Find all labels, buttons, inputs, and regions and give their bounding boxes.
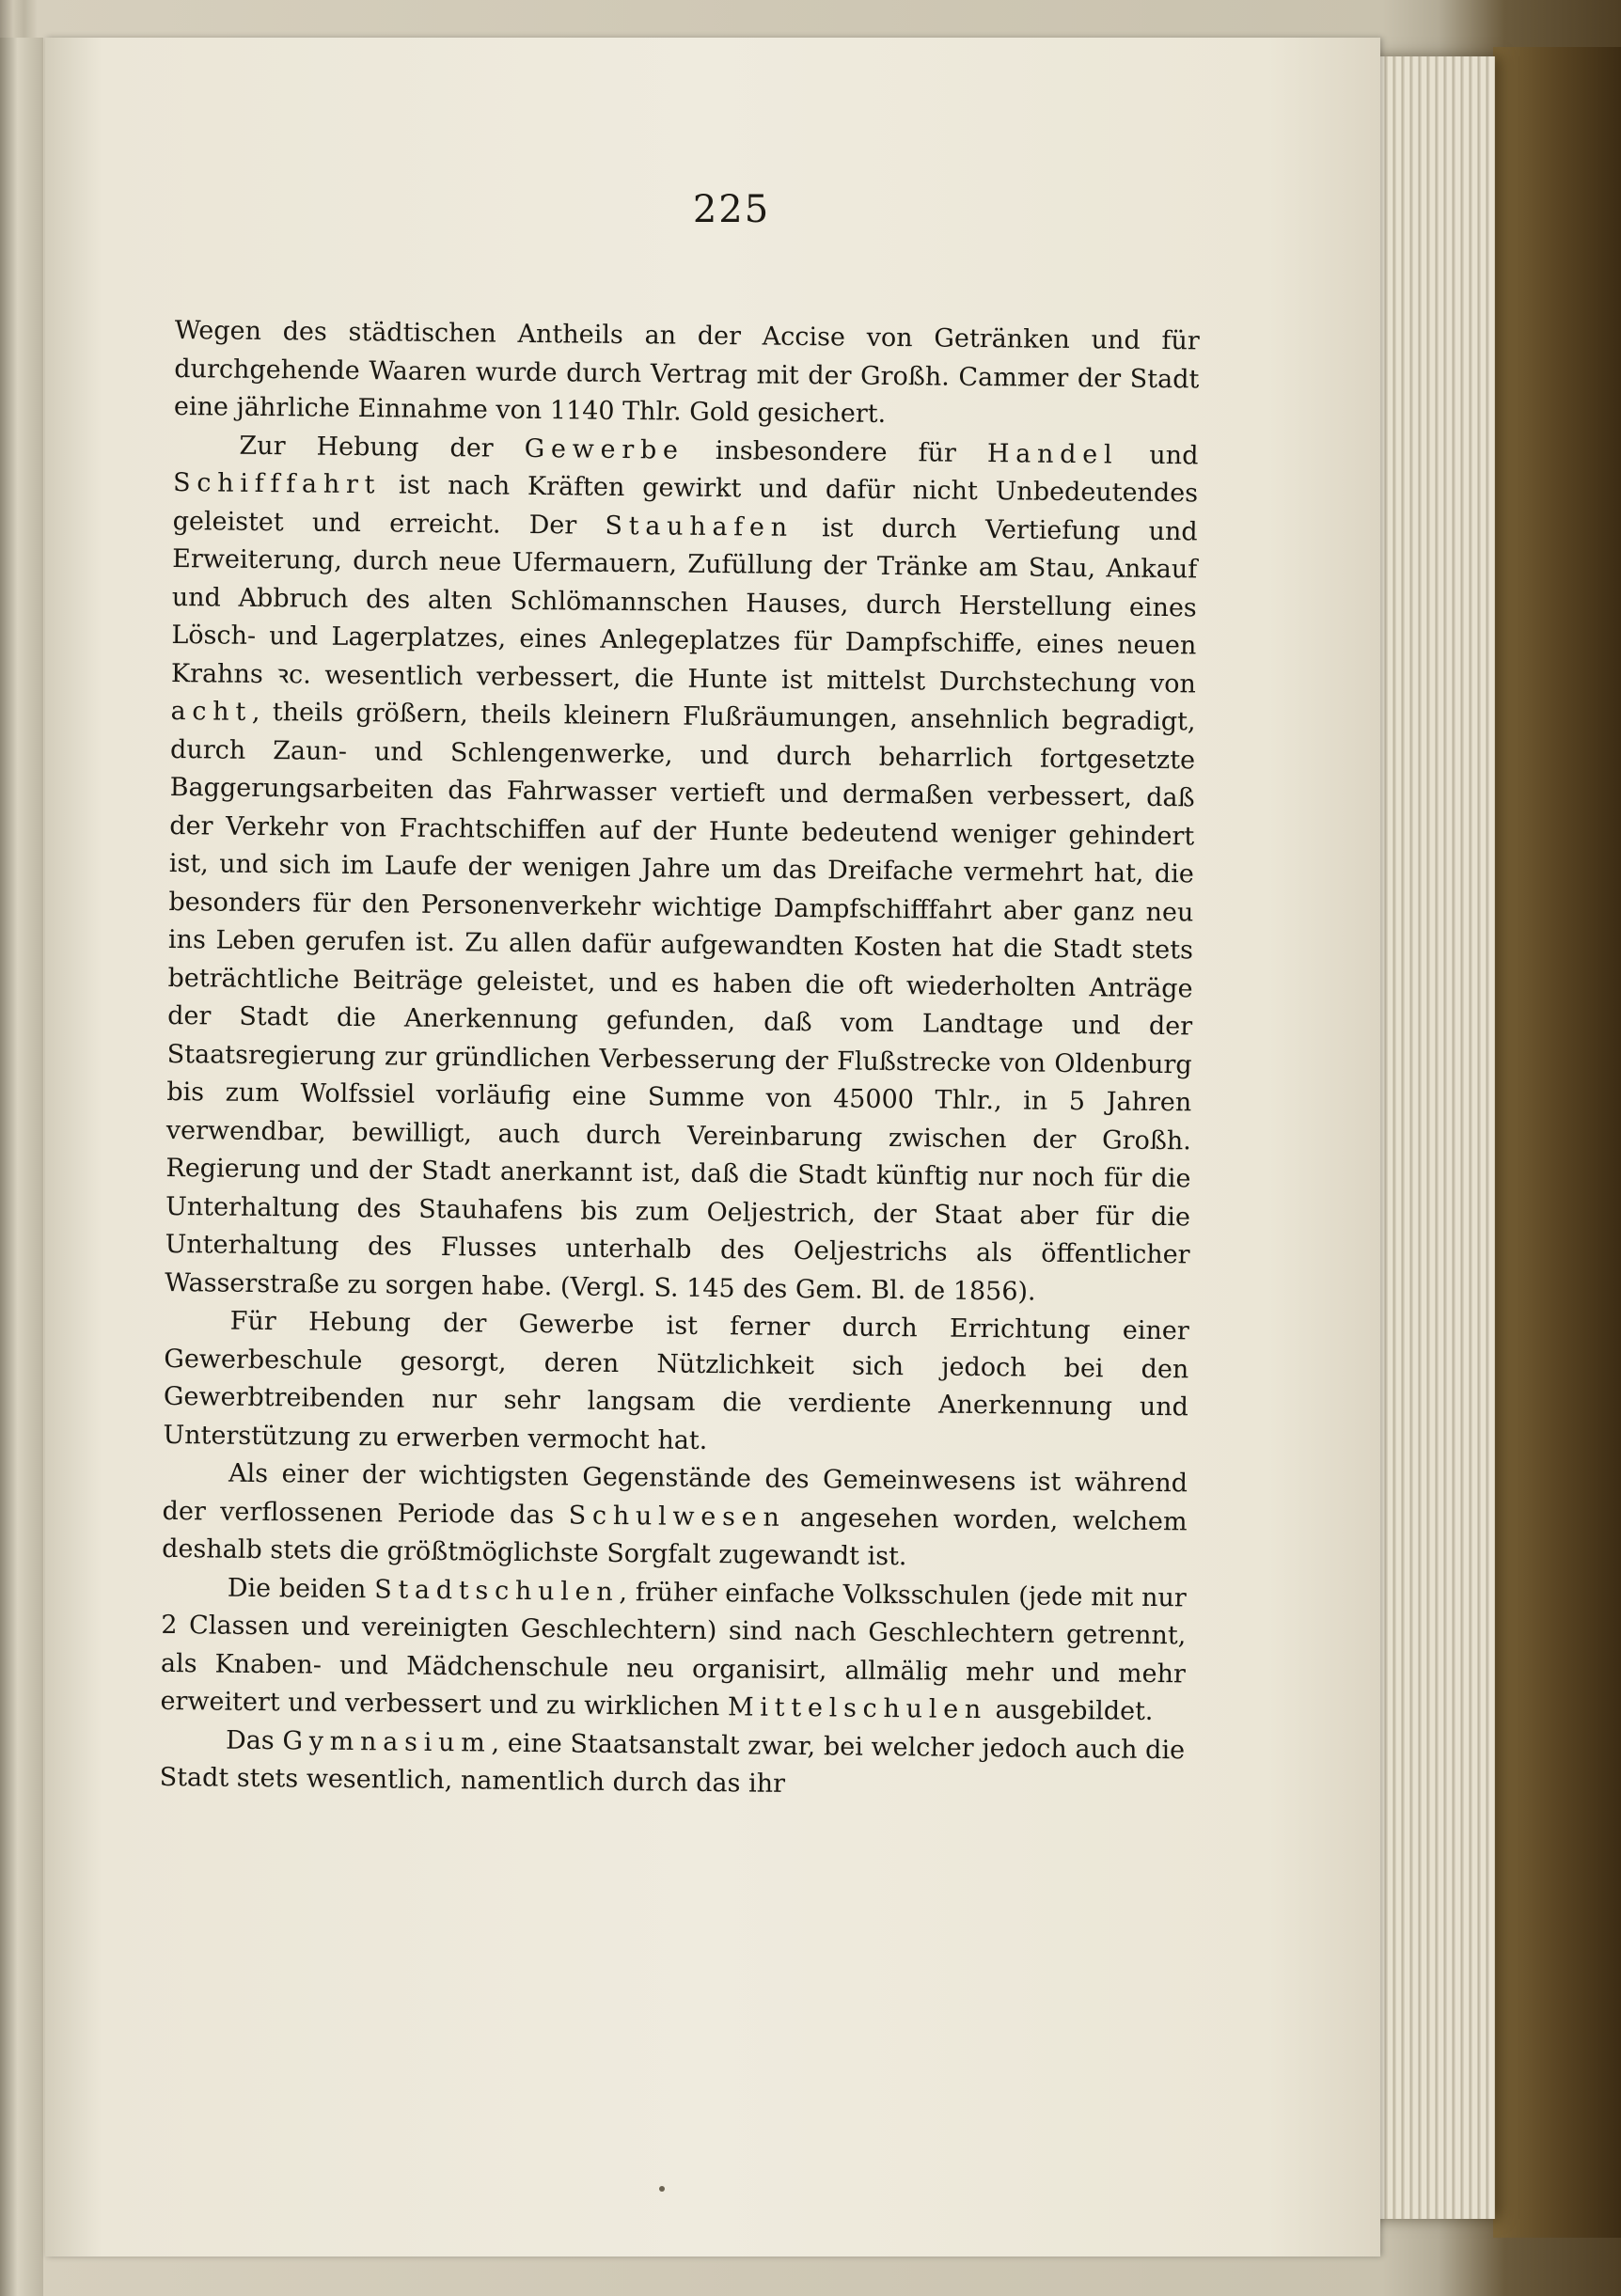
spaced-emphasis: Schulwesen xyxy=(568,1500,786,1533)
spaced-emphasis: acht xyxy=(170,696,253,727)
paragraph: Wegen des städtischen Antheils an der Accise von Getränken und für durchgehende Waaren wurde durch Vertrag mit der Großh. Cammer der Stadt eine jährliche Einnahme von 1140 Thlr. Gold gesichert. xyxy=(173,315,1200,429)
spaced-emphasis: Gymnasium xyxy=(282,1725,492,1758)
left-page-edge xyxy=(0,38,43,2296)
book-page xyxy=(45,38,1380,2257)
spaced-emphasis: Gewerbe xyxy=(524,433,685,465)
text-run: Zur Hebung der xyxy=(239,431,525,464)
paragraph xyxy=(159,1721,1185,1807)
text-run: angesehen worden, welchem deshalb stets die größtmöglichste Sorgfalt zugewandt ist. xyxy=(162,1502,1188,1572)
text-run: Als einer der wichtigsten Gegenstände des Gemeinwesens ist während der verflossenen Periode das xyxy=(162,1458,1188,1530)
spaced-emphasis: Schifffahrt xyxy=(172,467,382,500)
spaced-emphasis: Stadtschulen xyxy=(374,1574,620,1607)
text-run: und xyxy=(1118,440,1199,470)
spaced-emphasis: Stauhafen xyxy=(605,511,795,543)
paragraph xyxy=(160,1568,1187,1731)
paragraph xyxy=(165,426,1199,1313)
paragraph: Für Hebung der Gewerbe ist ferner durch Errichtung einer Gewerbeschule gesorgt, deren Nützlichkeit sich jedoch bei den Gewerbtreibenden nur sehr langsam die verdiente Anerkennung und Unterstützung zu erwerben vermocht hat. xyxy=(163,1306,1189,1455)
text-run: Die beiden xyxy=(227,1573,375,1604)
text-run: ist nach Kräften gewirkt und dafür nicht Unbedeutendes geleistet und erreicht. Der xyxy=(172,470,1199,541)
text-run: insbesondere für xyxy=(684,435,988,468)
page-number: 225 xyxy=(692,188,771,231)
text-run: ausgebildet. xyxy=(986,1695,1154,1726)
body-text xyxy=(159,312,1199,1808)
text-run: , eine Staatsanstalt zwar, bei welcher jedoch auch die Stadt stets wesentlich, namentlich durch das ihr xyxy=(159,1728,1186,1799)
printing-dot xyxy=(659,2186,665,2192)
book-cover-edge xyxy=(1493,47,1621,2238)
spaced-emphasis: Handel xyxy=(986,438,1119,470)
spaced-emphasis: Mittelschulen xyxy=(727,1692,988,1725)
text-run: , früher einfache Volksschulen (jede mit nur 2 Classen und vereinigten Geschlechtern) sind nach Geschlechtern getrennt, als Knaben- und Mädchenschule neu organisirt, allmälig mehr und mehr erweitert und verbessert und zu wirklichen xyxy=(160,1577,1187,1722)
paragraph xyxy=(162,1455,1188,1580)
text-run: Das xyxy=(225,1725,283,1755)
text-run: ist durch Vertiefung und Erweiterung, durch neue Ufermauern, Zufüllung der Tränke am Stau, Ankauf und Abbruch des alten Schlömannschen Hauses, durch Herstellung eines Lösch- und Lagerplatzes, eines Anlegeplatzes für Dampfschiffe, eines neuen Krahns ꝛc. wesentlich verbessert, die Hunte ist mittelst Durchstechung von xyxy=(170,512,1198,699)
text-run: , theils größern, theils kleinern Flußräumungen, ansehnlich begradigt, durch Zaun- und Schlengenwerke, und durch beharrlich fortgesetzte Baggerungsarbeiten das Fahrwasser vertieft und dermaßen verbessert, daß der Verkehr von Frachtschiffen auf der Hunte bedeutend weniger gehindert ist, und sich im Laufe der wenigen Jahre um das Dreifache vermehrt hat, die besonders für den Personenverkehr wichtige Dampfschifffahrt aber ganz neu ins Leben gerufen ist. Zu allen dafür aufgewandten Kosten hat die Stadt stets beträchtliche Beiträge geleistet, und es haben die oft wiederholten Anträge der Stadt die Anerkennung gefunden, daß vom Landtage und der Staatsregierung zur gründlichen Verbesserung der Flußstrecke von Oldenburg bis zum Wolfssiel vorläufig eine Summe von 45000 Thlr., in 5 Jahren verwendbar, bewilligt, auch durch Vereinbarung zwischen der Großh. Regierung und der Stadt anerkannt ist, daß die Stadt künftig nur noch für die Unterhaltung des Stauhafens bis zum Oeljestrich, der Staat aber für die Unterhaltung des Flusses unterhalb des Oeljestrichs als öffentlicher Wasserstraße zu sorgen habe. (Vergl. S. 145 des Gem. Bl. de 1856). xyxy=(165,697,1196,1307)
